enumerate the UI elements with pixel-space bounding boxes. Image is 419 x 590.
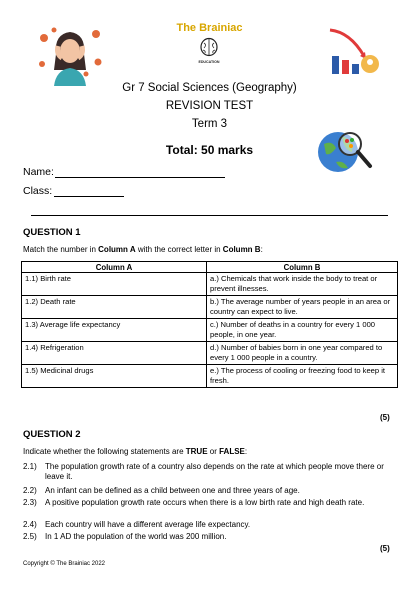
table-row bbox=[22, 365, 398, 388]
statement-text: An infant can be defined as a child between one and three years of age. bbox=[45, 486, 300, 495]
brain-logo-icon bbox=[196, 36, 222, 66]
copyright-footer: Copyright © The Brainiac 2022 bbox=[23, 561, 106, 567]
statement-item bbox=[23, 486, 393, 496]
column-a-cell: 1.1) Birth rate bbox=[22, 273, 207, 296]
table-row bbox=[22, 342, 398, 365]
table-row bbox=[22, 319, 398, 342]
column-b-cell: e.) The process of cooling or freezing food to keep it fresh. bbox=[207, 365, 398, 388]
statement-text: A positive population growth rate occurs when there is a low birth rate and high death rate. bbox=[45, 498, 365, 507]
statement-text: In 1 AD the population of the world was 200 million. bbox=[45, 532, 227, 541]
total-marks: Total: 50 marks bbox=[165, 143, 254, 157]
declining-chart-illustration bbox=[326, 22, 382, 78]
question-2-instruction: Indicate whether the following statements are TRUE or FALSE: bbox=[23, 447, 248, 456]
logo-text: EDUCATION bbox=[198, 60, 220, 64]
statement-item bbox=[23, 462, 393, 482]
statement-text: Each country will have a different average life expectancy. bbox=[45, 520, 251, 529]
column-a-header: Column A bbox=[22, 262, 207, 273]
table-row bbox=[22, 273, 398, 296]
column-b-header: Column B bbox=[207, 262, 398, 273]
class-label: Class: bbox=[23, 185, 53, 197]
subject-title: Gr 7 Social Sciences (Geography) bbox=[122, 82, 297, 94]
column-a-cell: 1.4) Refrigeration bbox=[22, 342, 207, 365]
statement-item bbox=[23, 498, 393, 508]
test-title: REVISION TEST bbox=[165, 100, 254, 112]
column-b-cell: c.) Number of deaths in a country for every 1 000 people, in one year. bbox=[207, 319, 398, 342]
question-2-marks: (5) bbox=[380, 544, 390, 553]
statement-number: 2.3) bbox=[23, 498, 37, 507]
statement-item bbox=[23, 520, 393, 530]
column-b-cell: a.) Chemicals that work inside the body to treat or prevent illnesses. bbox=[207, 273, 398, 296]
statement-number: 2.4) bbox=[23, 520, 37, 529]
statement-number: 2.1) bbox=[23, 462, 37, 471]
statement-item bbox=[23, 532, 393, 542]
question-1-heading: QUESTION 1 bbox=[23, 227, 81, 238]
column-b-cell: b.) The average number of years people in an area or country can expect to live. bbox=[207, 296, 398, 319]
column-b-cell: d.) Number of babies born in one year compared to every 1 000 people in a country. bbox=[207, 342, 398, 365]
matching-table bbox=[21, 261, 398, 388]
statement-number: 2.2) bbox=[23, 486, 37, 495]
column-a-cell: 1.2) Death rate bbox=[22, 296, 207, 319]
column-a-cell: 1.5) Medicinal drugs bbox=[22, 365, 207, 388]
name-label: Name: bbox=[23, 166, 54, 178]
question-1-marks: (5) bbox=[380, 413, 390, 422]
statement-text: The population growth rate of a country also depends on the rate at which people move there or leave it. bbox=[45, 462, 384, 481]
term-label: Term 3 bbox=[191, 118, 228, 130]
class-field[interactable] bbox=[54, 196, 124, 197]
table-row bbox=[22, 296, 398, 319]
stressed-woman-virus-illustration bbox=[34, 24, 106, 86]
name-field[interactable] bbox=[55, 177, 225, 178]
globe-magnifier-illustration bbox=[314, 122, 374, 180]
divider bbox=[31, 215, 388, 216]
question-1-instruction: Match the number in Column A with the correct letter in Column B: bbox=[23, 245, 263, 254]
column-a-cell: 1.3) Average life expectancy bbox=[22, 319, 207, 342]
question-2-heading: QUESTION 2 bbox=[23, 429, 81, 440]
statement-number: 2.5) bbox=[23, 532, 37, 541]
brand-title: The Brainiac bbox=[176, 22, 243, 34]
